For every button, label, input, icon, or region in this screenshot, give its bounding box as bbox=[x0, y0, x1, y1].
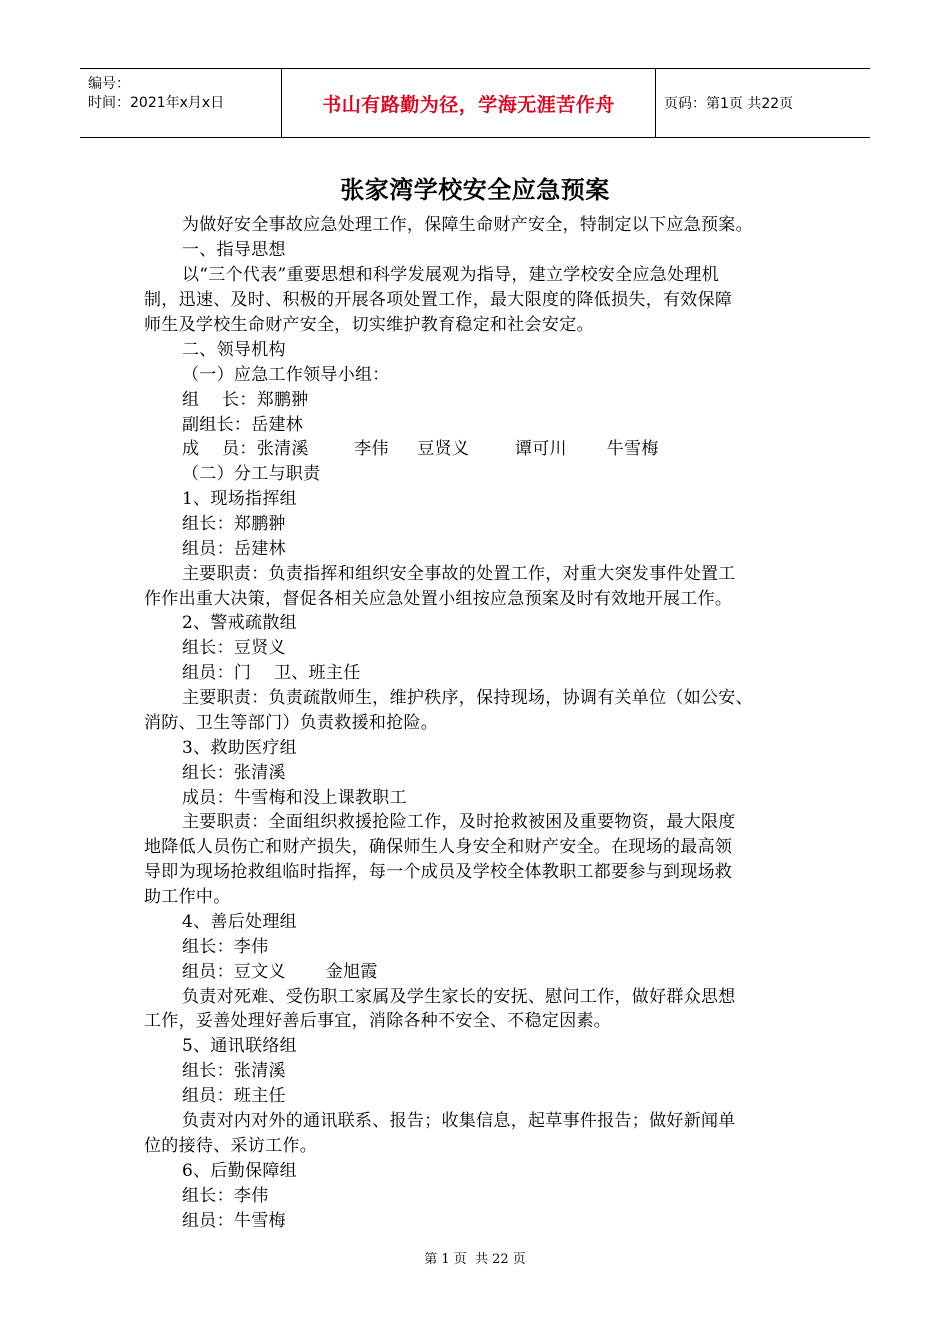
header-meta bbox=[88, 75, 224, 113]
body-line: 组长：李伟 bbox=[182, 937, 269, 957]
group-heading: 2、警戒疏散组 bbox=[182, 613, 297, 633]
group-heading: 1、现场指挥组 bbox=[182, 489, 297, 509]
page-footer: 第 1 页 共 22 页 bbox=[424, 1252, 526, 1267]
time-label: 时间：2021年x月x日 bbox=[88, 95, 225, 111]
page-header bbox=[80, 68, 870, 138]
body-line: 地降低人员伤亡和财产损失，确保师生人身安全和财产安全。在现场的最高领 bbox=[144, 837, 733, 857]
body-line: 成 员：张清溪 李伟 豆贤义 谭可川 牛雪梅 bbox=[182, 439, 659, 459]
group-heading: 6、后勤保障组 bbox=[182, 1161, 297, 1181]
body-line: 作作出重大决策，督促各相关应急处置小组按应急预案及时有效地开展工作。 bbox=[144, 589, 733, 609]
body-line: 组长：豆贤义 bbox=[182, 638, 286, 658]
body-line: 组员：豆文义 金旭霞 bbox=[182, 962, 378, 982]
body-line: 助工作中。 bbox=[144, 887, 231, 907]
document-title: 张家湾学校安全应急预案 bbox=[340, 176, 610, 204]
group-heading: 5、通讯联络组 bbox=[182, 1036, 297, 1056]
body-line: 制，迅速、及时、积极的开展各项处置工作，最大限度的降低损失，有效保障 bbox=[144, 290, 733, 310]
header-page-info: 页码：第1页 共22页 bbox=[664, 96, 794, 112]
body-line: 主要职责：全面组织救援抢险工作，及时抢救被困及重要物资，最大限度 bbox=[182, 812, 736, 832]
body-line: 组员：牛雪梅 bbox=[182, 1211, 286, 1231]
header-motto: 书山有路勤为径，学海无涯苦作舟 bbox=[322, 93, 615, 116]
body-line: 位的接待、采访工作。 bbox=[144, 1136, 317, 1156]
body-line: 主要职责：负责指挥和组织安全事故的处置工作，对重大突发事件处置工 bbox=[182, 564, 736, 584]
body-line: 组员：班主任 bbox=[182, 1086, 286, 1106]
body-line: 组长：张清溪 bbox=[182, 763, 286, 783]
body-line: 导即为现场抢救组临时指挥，每一个成员及学校全体教职工都要参与到现场救 bbox=[144, 862, 733, 882]
body-line: 组长：张清溪 bbox=[182, 1061, 286, 1081]
body-line: 组员：门 卫、班主任 bbox=[182, 663, 361, 683]
body-line: 成员：牛雪梅和没上课教职工 bbox=[182, 788, 407, 808]
body-line: 副组长：岳建林 bbox=[182, 415, 304, 435]
subsection-heading: （二）分工与职责 bbox=[182, 464, 321, 484]
body-line: 负责对内对外的通讯联系、报告；收集信息，起草事件报告；做好新闻单 bbox=[182, 1111, 736, 1131]
body-line: 组 长：郑鹏翀 bbox=[182, 390, 309, 410]
body-line: 消防、卫生等部门）负责救援和抢险。 bbox=[144, 713, 439, 733]
body-line: 师生及学校生命财产安全，切实维护教育稳定和社会安定。 bbox=[144, 315, 594, 335]
body-line: 主要职责：负责疏散师生，维护秩序，保持现场，协调有关单位（如公安、 bbox=[182, 688, 753, 708]
body-line: 组长：郑鹏翀 bbox=[182, 514, 286, 534]
body-line: 以“三个代表”重要思想和科学发展观为指导，建立学校安全应急处理机 bbox=[182, 265, 719, 285]
body-line: 负责对死难、受伤职工家属及学生家长的安抚、慰问工作，做好群众思想 bbox=[182, 987, 736, 1007]
subsection-heading: （一）应急工作领导小组： bbox=[182, 365, 390, 385]
body-line: 为做好安全事故应急处理工作，保障生命财产安全，特制定以下应急预案。 bbox=[182, 215, 753, 235]
section-heading: 二、领导机构 bbox=[182, 340, 286, 360]
body-line: 组员：岳建林 bbox=[182, 539, 286, 559]
body-line: 工作，妥善处理好善后事宜，消除各种不安全、不稳定因素。 bbox=[144, 1011, 612, 1031]
body-line: 组长：李伟 bbox=[182, 1186, 269, 1206]
section-heading: 一、指导思想 bbox=[182, 240, 286, 260]
header-divider bbox=[655, 69, 656, 137]
group-heading: 3、救助医疗组 bbox=[182, 738, 297, 758]
number-label: 编号： bbox=[88, 76, 130, 92]
group-heading: 4、善后处理组 bbox=[182, 912, 297, 932]
